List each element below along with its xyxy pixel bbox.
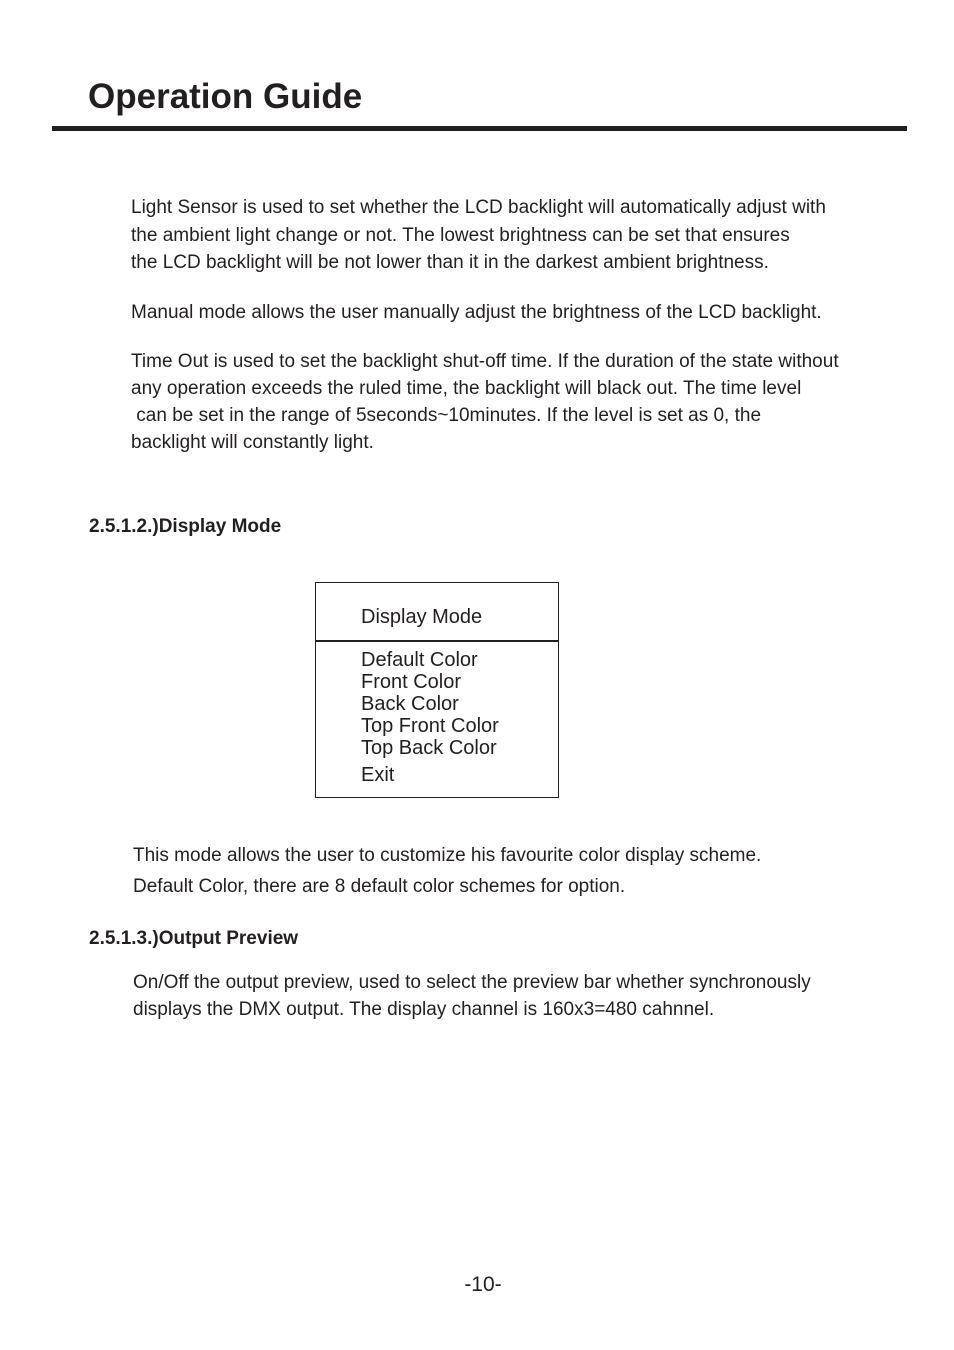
text-line: displays the DMX output. The display channel is 160x3=480 cahnnel. bbox=[133, 999, 715, 1020]
menu-item-top-front-color: Top Front Color bbox=[361, 715, 499, 737]
page-number: -10- bbox=[464, 1273, 502, 1296]
menu-item-exit: Exit bbox=[361, 764, 395, 786]
text-line: can be set in the range of 5seconds~10minutes. If the level is set as 0, the bbox=[131, 405, 762, 426]
display-mode-paragraph bbox=[133, 840, 761, 902]
menu-item-top-back-color: Top Back Color bbox=[361, 737, 497, 759]
menu-item-back-color: Back Color bbox=[361, 693, 459, 715]
menu-item-front-color: Front Color bbox=[361, 671, 462, 693]
text-line: any operation exceeds the ruled time, the backlight will black out. The time level bbox=[131, 378, 802, 399]
header-rule bbox=[52, 126, 907, 131]
page-title: Operation Guide bbox=[88, 77, 363, 116]
text-line: This mode allows the user to customize his favourite color display scheme. bbox=[133, 845, 762, 866]
text-line: backlight will constantly light. bbox=[131, 432, 374, 453]
menu-item-default-color: Default Color bbox=[361, 649, 478, 671]
light-sensor-paragraph bbox=[131, 194, 826, 277]
text-line: On/Off the output preview, used to select the preview bar whether synchronously bbox=[133, 972, 811, 993]
time-out-paragraph bbox=[131, 348, 839, 456]
display-mode-menu bbox=[315, 582, 559, 798]
text-line: Manual mode allows the user manually adjust the brightness of the LCD backlight. bbox=[131, 302, 822, 323]
text-line: the LCD backlight will be not lower than it in the darkest ambient brightness. bbox=[131, 252, 769, 273]
text-line: Time Out is used to set the backlight shut-off time. If the duration of the state without bbox=[131, 351, 839, 372]
menu-title: Display Mode bbox=[361, 606, 483, 628]
output-preview-paragraph bbox=[133, 969, 811, 1023]
menu-divider bbox=[316, 640, 558, 642]
display-mode-heading: 2.5.1.2.)Display Mode bbox=[89, 516, 282, 537]
output-preview-heading: 2.5.1.3.)Output Preview bbox=[89, 928, 299, 949]
text-line: Default Color, there are 8 default color schemes for option. bbox=[133, 876, 626, 897]
text-line: Light Sensor is used to set whether the LCD backlight will automatically adjust with bbox=[131, 197, 826, 218]
manual-mode-paragraph bbox=[131, 299, 822, 327]
text-line: the ambient light change or not. The lowest brightness can be set that ensures bbox=[131, 224, 790, 246]
